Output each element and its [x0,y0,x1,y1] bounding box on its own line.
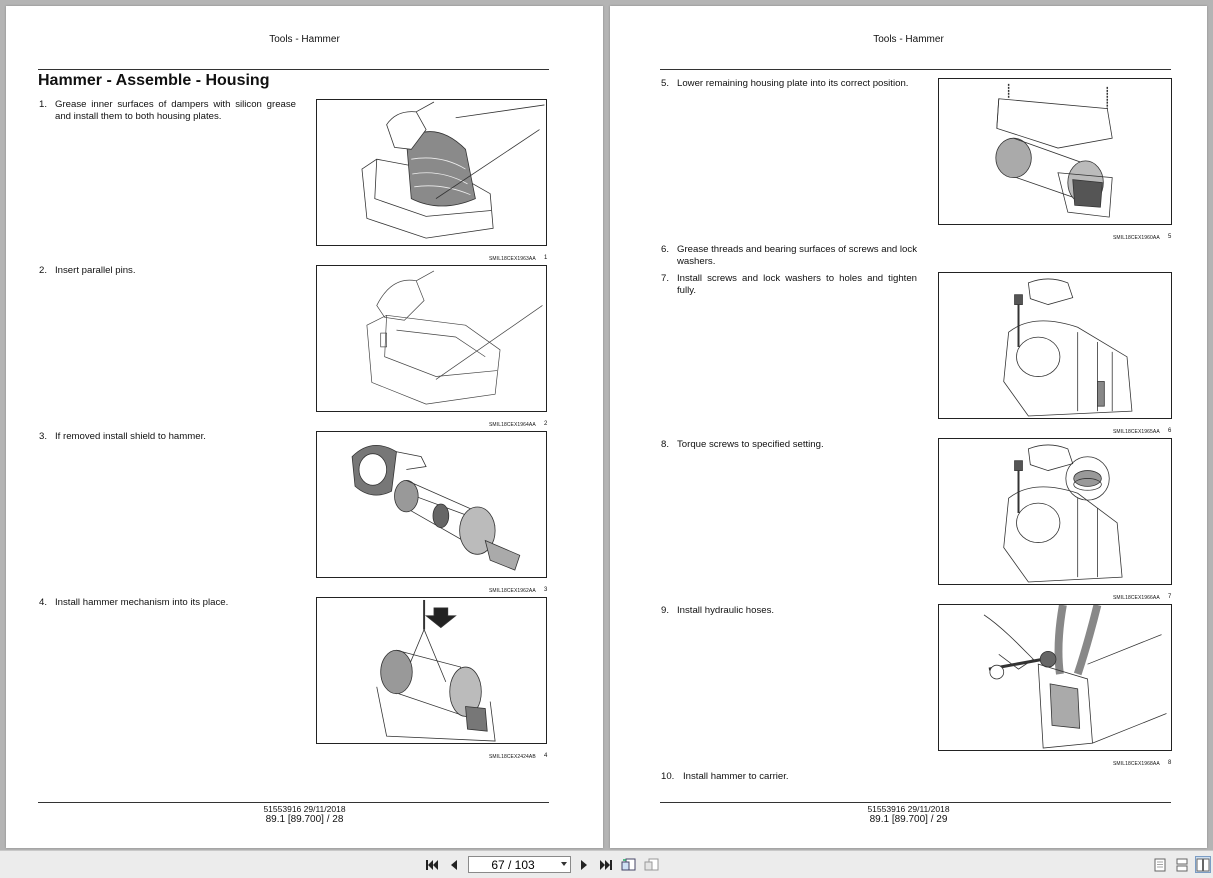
last-page-button[interactable] [598,856,614,873]
step-text: Insert parallel pins. [55,265,136,276]
step-6 [661,244,917,268]
figure-code: SMIL18CEX1962AA [489,588,536,594]
figure-torque-screws [938,438,1172,585]
previous-page-button[interactable] [447,856,461,873]
figure-code: SMIL18CEX1968AA [1113,761,1160,767]
footer-page-number: 89.1 [89.700] / 28 [265,814,344,825]
footer-rule [660,802,1171,803]
figure-housing-plate [938,78,1172,225]
next-view-button[interactable] [644,856,660,873]
step-text: Lower remaining housing plate into its correct position. [677,78,909,89]
step-text: Install hammer to carrier. [683,771,789,782]
running-header: Tools - Hammer [269,34,340,45]
footer-rule [38,802,549,803]
continuous-view-button[interactable] [1175,856,1189,873]
step-number: 7. [661,273,670,284]
figure-hydraulic-hoses [938,604,1172,751]
figure-install-screws [938,272,1172,419]
single-page-view-button[interactable] [1153,856,1167,873]
step-text: Install screws and lock washers to holes and tighten fully. [677,273,917,296]
first-page-button[interactable] [424,856,440,873]
figure-code: SMIL18CEX1965AA [1113,429,1160,435]
two-page-view-button[interactable] [1195,856,1211,873]
navigation-toolbar [0,850,1213,878]
page-number-input[interactable] [471,857,555,872]
figure-code: SMIL18CEX1964AA [489,422,536,428]
two-page-view-icon [1196,858,1210,872]
figure-number: 8 [1168,760,1172,766]
figure-code: SMIL18CEX1966AA [1113,595,1160,601]
figure-shield [316,431,547,578]
header-rule [660,69,1171,70]
next-page-button[interactable] [577,856,591,873]
last-page-icon [599,859,613,871]
figure-number: 1 [544,255,548,261]
step-number: 8. [661,439,670,450]
next-page-icon [579,859,589,871]
step-text: Torque screws to specified setting. [677,439,824,450]
header-rule [38,69,549,70]
step-text: If removed install shield to hammer. [55,431,206,442]
footer-document-id: 51553916 29/11/2018 [263,804,346,814]
figure-hammer-mechanism [316,597,547,744]
figure-number: 2 [544,421,548,427]
page-number-field[interactable] [468,856,571,873]
figure-number: 4 [544,753,548,759]
previous-page-icon [449,859,459,871]
section-title: Hammer - Assemble - Housing [38,72,270,89]
figure-number: 7 [1168,594,1172,600]
figure-number: 3 [544,587,548,593]
step-number: 1. [39,99,48,110]
figure-parallel-pins [316,265,547,412]
left-page [6,6,603,848]
previous-view-icon [621,858,637,872]
running-header: Tools - Hammer [873,34,944,45]
continuous-view-icon [1176,858,1188,872]
first-page-icon [425,859,439,871]
figure-code: SMIL18CEX1963AA [489,256,536,262]
step-number: 5. [661,78,670,89]
figure-code: SMIL18CEX2424AB [489,754,536,760]
step-text: Grease threads and bearing surfaces of screws and lock washers. [677,244,917,267]
single-page-view-icon [1154,858,1166,872]
step-number: 10. [661,771,675,782]
step-number: 9. [661,605,670,616]
step-text: Grease inner surfaces of dampers with silicon grease and install them to both housing plates. [55,99,296,122]
right-page [610,6,1207,848]
figure-dampers-grease [316,99,547,246]
figure-number: 5 [1168,234,1172,240]
figure-number: 6 [1168,428,1172,434]
step-number: 6. [661,244,670,255]
step-number: 2. [39,265,48,276]
step-text: Install hydraulic hoses. [677,605,775,616]
figure-code: SMIL18CEX1960AA [1113,235,1160,241]
step-text: Install hammer mechanism into its place. [55,597,229,608]
step-number: 3. [39,431,48,442]
next-view-icon [644,858,660,872]
footer-page-number: 89.1 [89.700] / 29 [869,814,948,825]
footer-document-id: 51553916 29/11/2018 [867,804,950,814]
chevron-down-icon[interactable] [561,862,567,866]
step-number: 4. [39,597,48,608]
previous-view-button[interactable] [621,856,637,873]
